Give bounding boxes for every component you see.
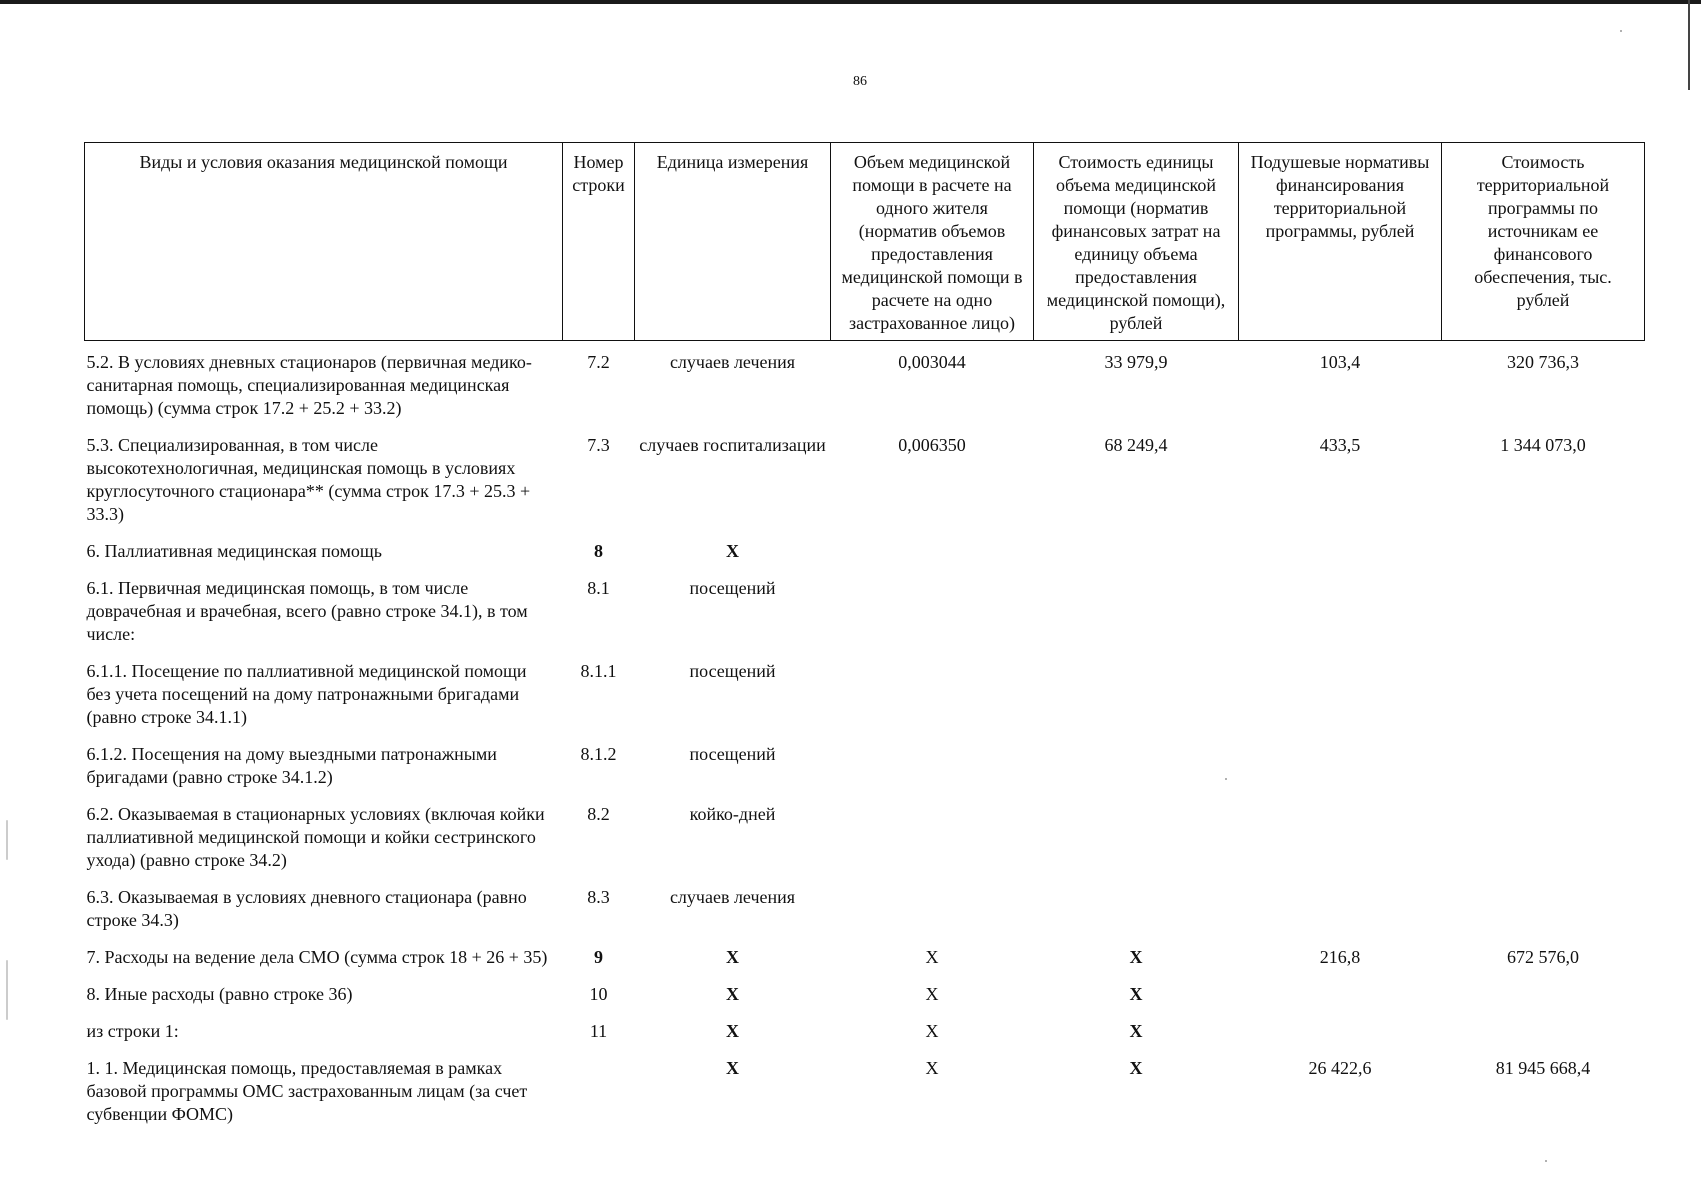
cell-row-number: 8.2	[587, 804, 610, 824]
cell-unit: X	[726, 1021, 739, 1041]
cell-total-cost	[1442, 1020, 1645, 1057]
cell-row-number: 8.3	[587, 887, 610, 907]
scan-speck	[1620, 30, 1622, 32]
cell-row-number: 8.1	[587, 578, 610, 598]
cell-per-capita	[1239, 540, 1442, 577]
table-row	[85, 946, 1645, 983]
header-unit-cost: Стоимость единицы объема медицинской помощи (норматив финансовых затрат на единицу объема предоставления медицинской помощи), рублей	[1034, 143, 1239, 341]
scan-speck	[6, 820, 8, 860]
cell-volume	[831, 660, 1034, 743]
cell-unit-cost: X	[1129, 1021, 1143, 1041]
cell-total-cost	[1442, 886, 1645, 946]
cell-care-type: 5.2. В условиях дневных стационаров (первичная медико-санитарная помощь, специализированная медицинская помощь) (сумма строк 17.2 + 25.2 + 33.2)	[86, 352, 532, 418]
header-row-number: Номер строки	[563, 143, 635, 341]
cell-total-cost: 320 736,3	[1507, 352, 1579, 372]
cell-volume	[831, 540, 1034, 577]
cell-row-number: 8	[594, 541, 603, 561]
cell-volume: 0,006350	[898, 435, 966, 455]
table-row	[85, 983, 1645, 1020]
cell-total-cost	[1442, 803, 1645, 886]
header-per-capita: Подушевые нормативы финансирования территориальной программы, рублей	[1239, 143, 1442, 341]
cell-unit: случаев лечения	[669, 887, 796, 907]
cell-total-cost: 1 344 073,0	[1500, 435, 1586, 455]
cell-total-cost: 672 576,0	[1507, 947, 1579, 967]
cell-care-type: 1. 1. Медицинская помощь, предоставляемая в рамках базовой программы ОМС застрахованным лицам (за счет субвенции ФОМС)	[86, 1058, 528, 1124]
table-row	[85, 1057, 1645, 1140]
cell-care-type: 6.2. Оказываемая в стационарных условиях (включая койки паллиативной медицинской помощи и койки сестринского ухода) (равно строке 34.2)	[86, 804, 545, 870]
cell-per-capita: 103,4	[1319, 352, 1361, 372]
table-row	[85, 886, 1645, 946]
cell-per-capita: 216,8	[1319, 947, 1361, 967]
cell-per-capita	[1239, 886, 1442, 946]
cell-total-cost: 81 945 668,4	[1495, 1058, 1591, 1078]
table-row	[85, 660, 1645, 743]
cell-care-type: 6.1. Первичная медицинская помощь, в том числе доврачебная и врачебная, всего (равно строке 34.1), в том числе:	[86, 578, 528, 644]
cell-unit-cost	[1034, 743, 1239, 803]
cell-volume	[831, 577, 1034, 660]
table-row	[85, 577, 1645, 660]
cell-unit: X	[726, 541, 739, 561]
cell-row-number: 10	[589, 984, 608, 1004]
cell-total-cost	[1442, 540, 1645, 577]
cell-row-number: 7.3	[587, 435, 610, 455]
cell-volume	[831, 886, 1034, 946]
scan-border-right	[1688, 0, 1690, 90]
cell-care-type: 6.1.1. Посещение по паллиативной медицинской помощи без учета посещений на дому патронажными бригадами (равно строке 34.1.1)	[86, 661, 527, 727]
cell-row-number: 9	[594, 947, 603, 967]
table-row	[85, 743, 1645, 803]
cell-unit: X	[726, 1058, 739, 1078]
cell-volume: X	[925, 984, 939, 1004]
header-volume: Объем медицинской помощи в расчете на одного жителя (норматив объемов предоставления медицинской помощи в расчете на одно застрахованное лицо)	[831, 143, 1034, 341]
cell-per-capita	[1239, 803, 1442, 886]
cell-row-number: 8.1.2	[580, 744, 617, 764]
cell-per-capita	[1239, 1020, 1442, 1057]
cell-unit: посещений	[689, 578, 776, 598]
cell-per-capita: 26 422,6	[1308, 1058, 1372, 1078]
cell-care-type: из строки 1:	[86, 1021, 179, 1041]
cell-unit-cost: X	[1129, 984, 1143, 1004]
cell-volume	[831, 743, 1034, 803]
cell-per-capita	[1239, 743, 1442, 803]
cell-total-cost	[1442, 577, 1645, 660]
cell-volume: X	[925, 1021, 939, 1041]
cell-unit-cost	[1034, 886, 1239, 946]
cell-unit-cost	[1034, 540, 1239, 577]
header-unit: Единица измерения	[635, 143, 831, 341]
cell-care-type: 7. Расходы на ведение дела СМО (сумма строк 18 + 26 + 35)	[86, 947, 548, 967]
table-row	[85, 1020, 1645, 1057]
cell-unit: койко-дней	[689, 804, 776, 824]
cell-volume: X	[925, 947, 939, 967]
scan-speck	[1545, 1160, 1547, 1162]
cell-row-number: 11	[589, 1021, 608, 1041]
scan-speck	[6, 960, 8, 1020]
cell-row-number: 7.2	[587, 352, 610, 372]
cell-care-type: 6.1.2. Посещения на дому выездными патронажными бригадами (равно строке 34.1.2)	[86, 744, 497, 787]
cell-total-cost	[1442, 743, 1645, 803]
page-number: 86	[853, 74, 867, 89]
table-row	[85, 434, 1645, 540]
cell-total-cost	[1442, 983, 1645, 1020]
table-row	[85, 540, 1645, 577]
table-header-row	[85, 143, 1645, 341]
cell-per-capita	[1239, 577, 1442, 660]
cell-unit-cost: X	[1129, 947, 1143, 967]
cell-unit: посещений	[689, 744, 776, 764]
cell-unit: X	[726, 947, 739, 967]
header-total-cost: Стоимость территориальной программы по источникам ее финансового обеспечения, тыс. рублей	[1442, 143, 1645, 341]
cell-unit-cost	[1034, 660, 1239, 743]
cell-care-type: 6.3. Оказываемая в условиях дневного стационара (равно строке 34.3)	[86, 887, 527, 930]
cell-volume	[831, 803, 1034, 886]
scan-border-top	[0, 0, 1701, 4]
cell-unit-cost: X	[1129, 1058, 1143, 1078]
financing-table	[84, 142, 1645, 1140]
header-care-type: Виды и условия оказания медицинской помощи	[85, 143, 563, 341]
cell-volume: 0,003044	[898, 352, 966, 372]
cell-volume: X	[925, 1058, 939, 1078]
table-row	[85, 803, 1645, 886]
cell-unit: посещений	[689, 661, 776, 681]
cell-care-type: 8. Иные расходы (равно строке 36)	[86, 984, 353, 1004]
cell-unit: X	[726, 984, 739, 1004]
cell-care-type: 5.3. Специализированная, в том числе высокотехнологичная, медицинская помощь в условиях круглосуточного стационара** (сумма строк 17.3 + 25.3 + 33.3)	[86, 435, 531, 524]
cell-per-capita	[1239, 660, 1442, 743]
cell-care-type: 6. Паллиативная медицинская помощь	[86, 541, 382, 561]
cell-unit: случаев лечения	[669, 352, 796, 372]
cell-unit-cost: 33 979,9	[1104, 352, 1168, 372]
cell-per-capita	[1239, 983, 1442, 1020]
cell-row-number	[563, 1057, 635, 1140]
cell-unit-cost	[1034, 577, 1239, 660]
cell-unit: случаев госпитализации	[639, 435, 826, 455]
cell-per-capita: 433,5	[1319, 435, 1361, 455]
table-row	[85, 341, 1645, 435]
cell-total-cost	[1442, 660, 1645, 743]
cell-unit-cost	[1034, 803, 1239, 886]
table-body	[85, 341, 1645, 1141]
cell-unit-cost: 68 249,4	[1104, 435, 1168, 455]
cell-row-number: 8.1.1	[580, 661, 617, 681]
